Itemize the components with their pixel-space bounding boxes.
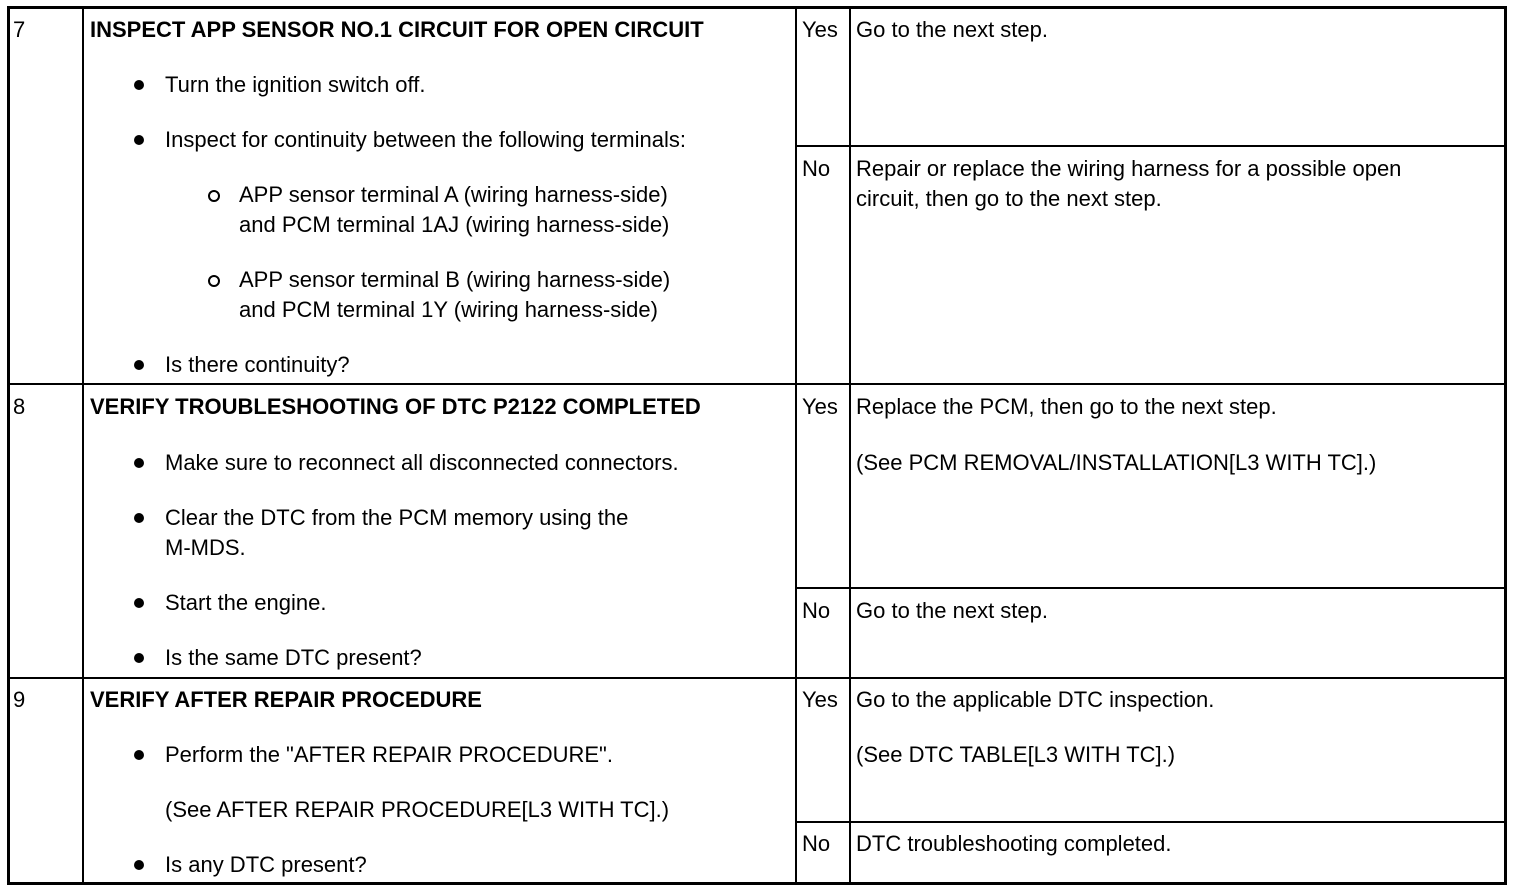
question: Is any DTC present?: [165, 852, 367, 877]
action-item: Make sure to reconnect all disconnected connectors.: [165, 450, 679, 475]
action-item: Perform the "AFTER REPAIR PROCEDURE".: [165, 742, 613, 767]
yes-reference: (See DTC TABLE[L3 WITH TC].): [856, 742, 1176, 767]
row-divider: [10, 383, 1504, 385]
action-item: Turn the ignition switch off.: [165, 72, 426, 97]
sub-item-line: APP sensor terminal A (wiring harness-side): [239, 182, 668, 207]
troubleshooting-table: [7, 6, 1507, 885]
no-label: No: [802, 831, 831, 856]
bullet-icon: [134, 653, 144, 663]
bullet-icon: [134, 458, 144, 468]
bullet-icon: [134, 860, 144, 870]
action-item: Start the engine.: [165, 590, 327, 615]
no-text: circuit, then go to the next step.: [856, 186, 1162, 211]
column-divider: [849, 9, 851, 882]
row-divider: [10, 677, 1504, 679]
action-item: Clear the DTC from the PCM memory using the: [165, 505, 629, 530]
sub-bullet-icon: [208, 190, 220, 202]
bullet-icon: [134, 513, 144, 523]
sub-item-line: APP sensor terminal B (wiring harness-side): [239, 267, 671, 292]
sub-item-line: and PCM terminal 1AJ (wiring harness-side): [239, 212, 670, 237]
step-title: VERIFY TROUBLESHOOTING OF DTC P2122 COMPLETED: [90, 394, 701, 419]
no-text: DTC troubleshooting completed.: [856, 831, 1172, 856]
column-divider: [795, 9, 797, 882]
step-number: 9: [13, 687, 26, 712]
action-item: M-MDS.: [165, 535, 246, 560]
yes-label: Yes: [802, 17, 838, 42]
step-number: 8: [13, 394, 26, 419]
bullet-icon: [134, 360, 144, 370]
yes-no-divider: [795, 145, 1504, 147]
step-number: 7: [13, 17, 26, 42]
no-text: Go to the next step.: [856, 598, 1049, 623]
action-item: Inspect for continuity between the following terminals:: [165, 127, 686, 152]
sub-bullet-icon: [208, 275, 220, 287]
bullet-icon: [134, 80, 144, 90]
yes-label: Yes: [802, 687, 838, 712]
bullet-icon: [134, 750, 144, 760]
no-label: No: [802, 598, 831, 623]
yes-text: Go to the next step.: [856, 17, 1049, 42]
sub-item-line: and PCM terminal 1Y (wiring harness-side): [239, 297, 658, 322]
question: Is the same DTC present?: [165, 645, 422, 670]
step-title: VERIFY AFTER REPAIR PROCEDURE: [90, 687, 482, 712]
step-title: INSPECT APP SENSOR NO.1 CIRCUIT FOR OPEN CIRCUIT: [90, 17, 704, 42]
yes-text: Go to the applicable DTC inspection.: [856, 687, 1215, 712]
question: Is there continuity?: [165, 352, 350, 377]
bullet-icon: [134, 598, 144, 608]
yes-label: Yes: [802, 394, 838, 419]
yes-no-divider: [795, 821, 1504, 823]
yes-no-divider: [795, 587, 1504, 589]
reference-note: (See AFTER REPAIR PROCEDURE[L3 WITH TC].): [165, 797, 670, 822]
column-divider: [82, 9, 84, 882]
bullet-icon: [134, 135, 144, 145]
no-label: No: [802, 156, 831, 181]
yes-text: Replace the PCM, then go to the next step.: [856, 394, 1277, 419]
no-text: Repair or replace the wiring harness for a possible open: [856, 156, 1402, 181]
yes-reference: (See PCM REMOVAL/INSTALLATION[L3 WITH TC].): [856, 450, 1377, 475]
